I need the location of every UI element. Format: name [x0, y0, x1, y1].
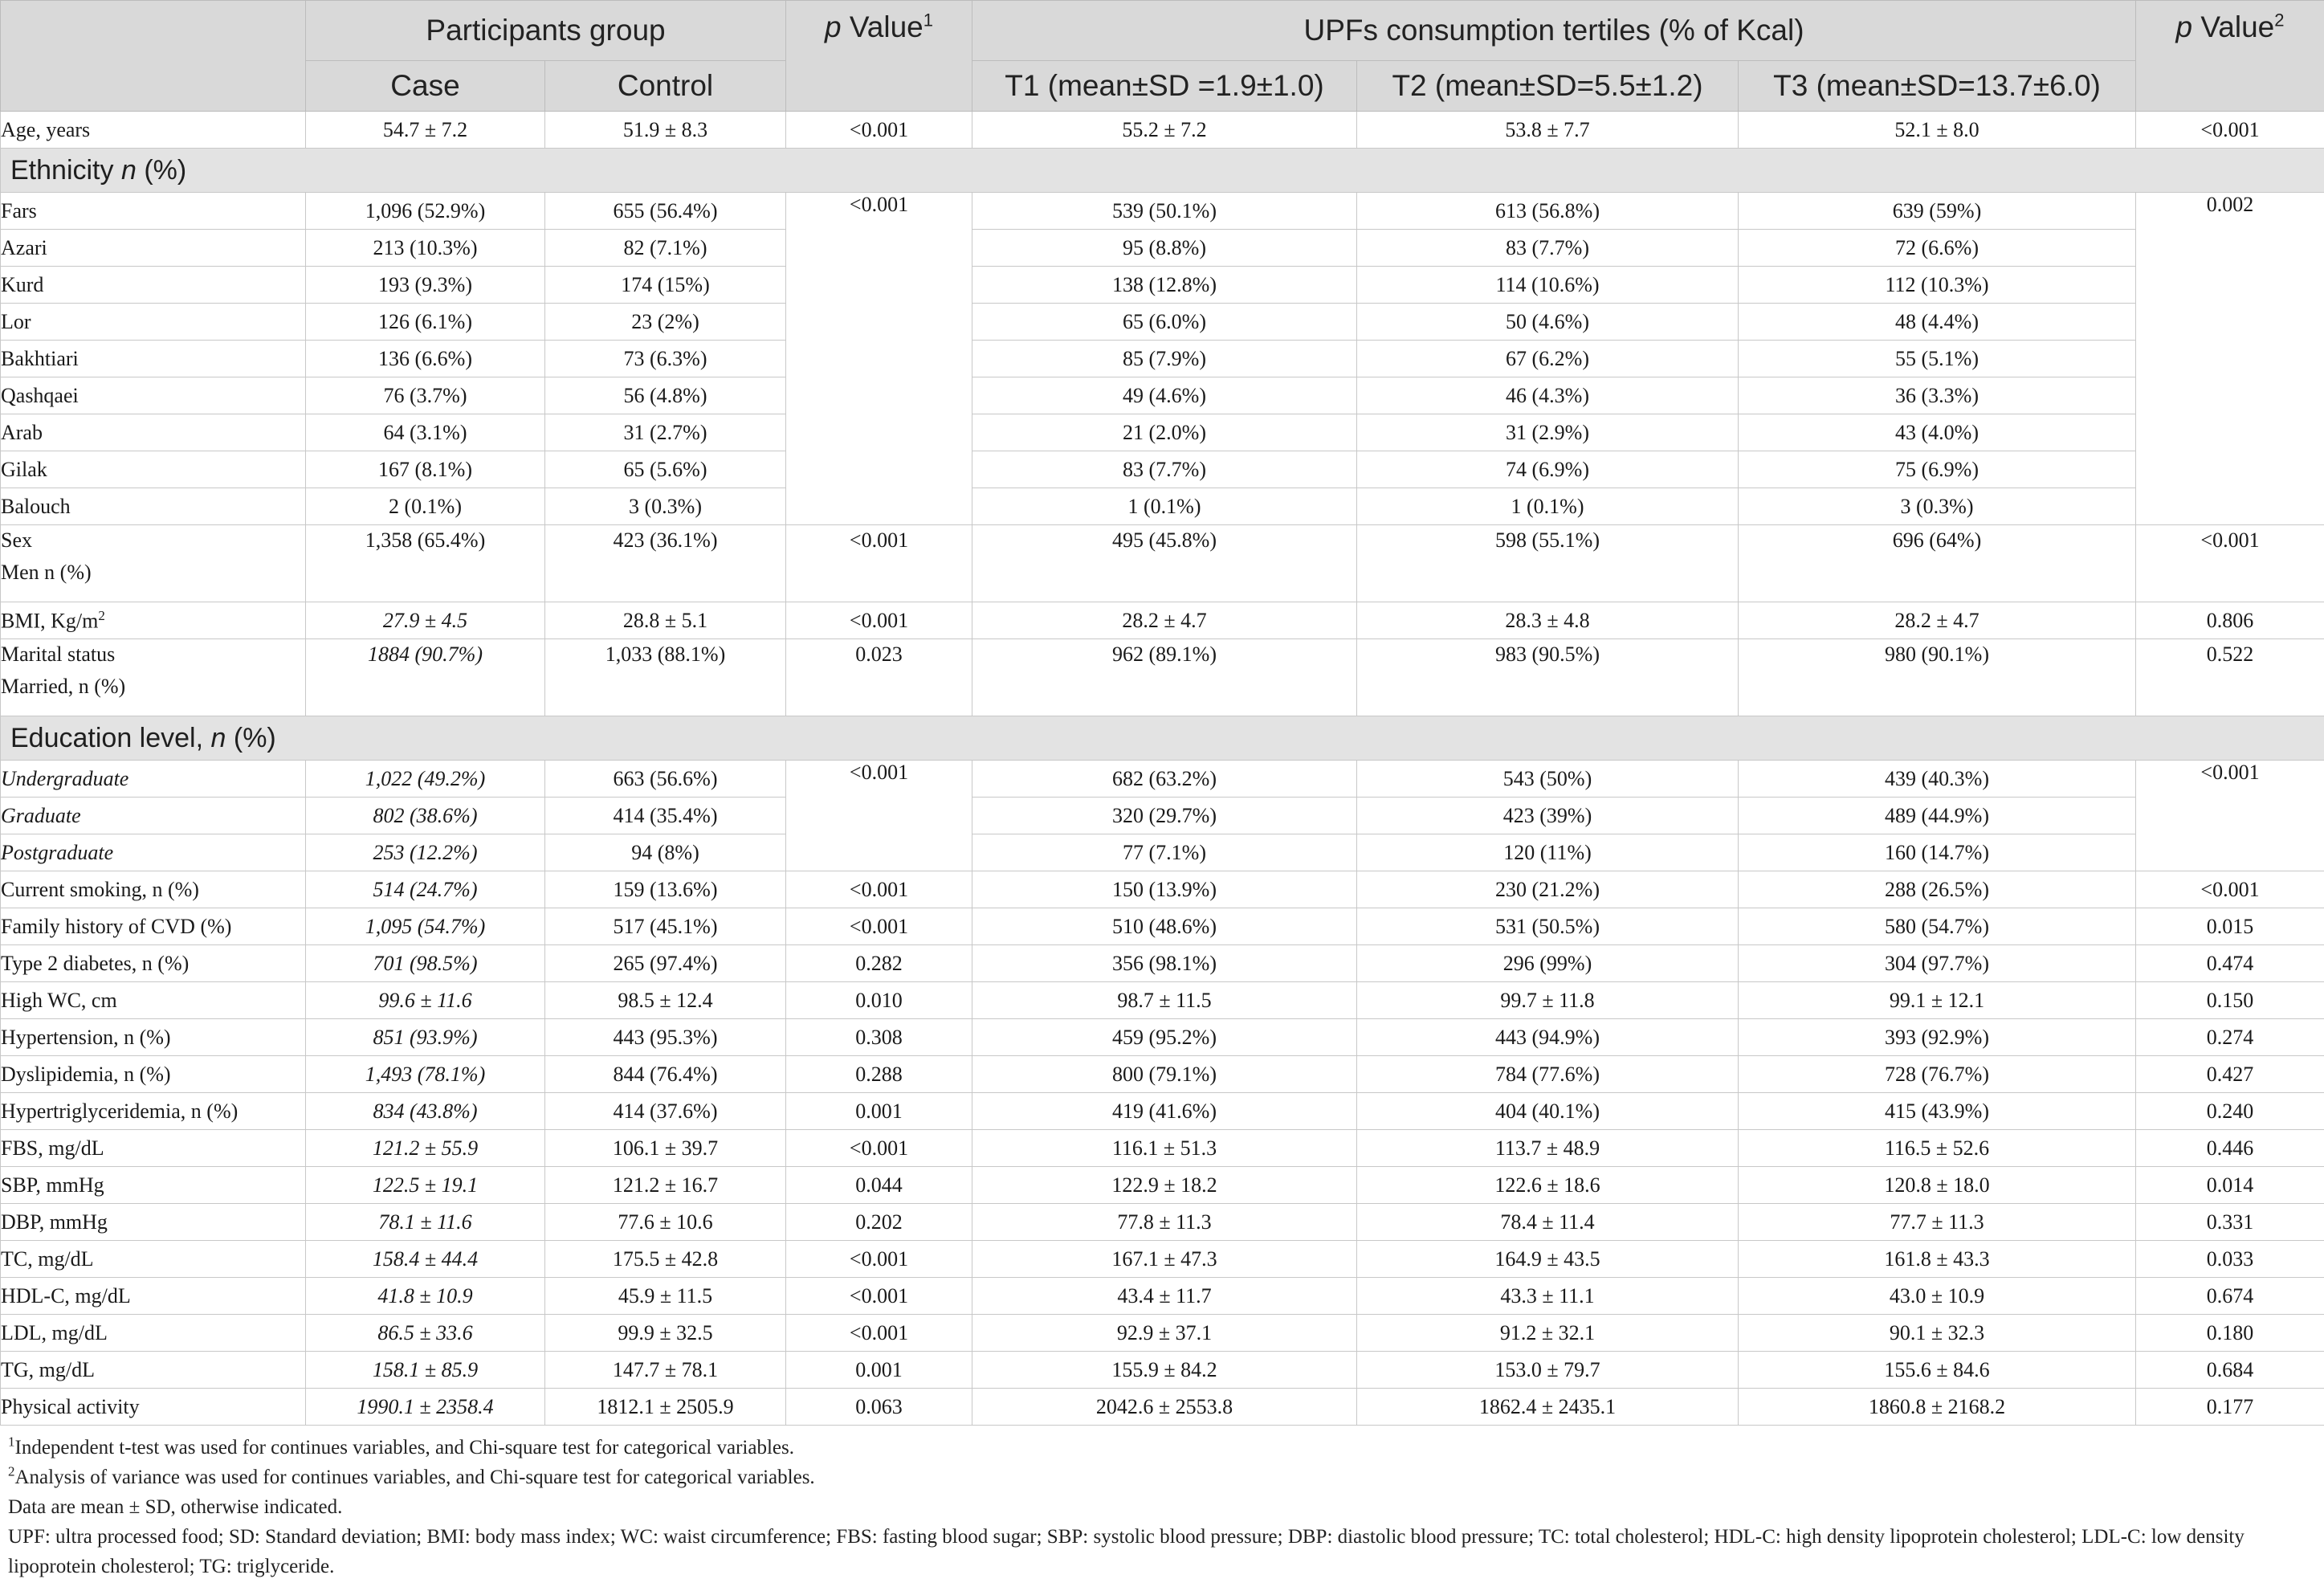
- header-p-value-1: p Value$^1$: [786, 1, 972, 112]
- t3-value: 77.7 ± 11.3: [1739, 1204, 2136, 1241]
- p-value-2: 0.033: [2136, 1241, 2324, 1278]
- case-value: 54.7 ± 7.2: [306, 112, 545, 149]
- table-row: [1, 193, 2324, 230]
- t2-value: 164.9 ± 43.5: [1357, 1241, 1739, 1278]
- control-value: 423 (36.1%): [545, 525, 786, 602]
- t3-value: 75 (6.9%): [1739, 451, 2136, 488]
- t1-value: 459 (95.2%): [972, 1019, 1357, 1056]
- t2-value: 74 (6.9%): [1357, 451, 1739, 488]
- p-value-1: 0.308: [786, 1019, 972, 1056]
- p-value-2: 0.674: [2136, 1278, 2324, 1315]
- row-label: Marital status Married, n (%): [1, 639, 306, 716]
- t3-value: 48 (4.4%): [1739, 304, 2136, 341]
- p-value-2: 0.684: [2136, 1352, 2324, 1389]
- t1-value: 155.9 ± 84.2: [972, 1352, 1357, 1389]
- t2-value: 114 (10.6%): [1357, 267, 1739, 304]
- t3-value: 160 (14.7%): [1739, 834, 2136, 871]
- table-row: [1, 488, 2324, 525]
- control-value: 94 (8%): [545, 834, 786, 871]
- header-participants-group: Participants group: [306, 1, 786, 61]
- table-row: [1, 1241, 2324, 1278]
- footnote-1: $^1$Independent t-test was used for continues variables, and Chi-square test for categorical variables.: [8, 1434, 794, 1458]
- control-value: 73 (6.3%): [545, 341, 786, 377]
- p-value-2: <0.001: [2136, 761, 2324, 871]
- p-value-1: <0.001: [786, 112, 972, 149]
- case-value: 158.4 ± 44.4: [306, 1241, 545, 1278]
- p-value-2: 0.446: [2136, 1130, 2324, 1167]
- control-value: 655 (56.4%): [545, 193, 786, 230]
- table-row: [1, 1278, 2324, 1315]
- case-value: 1990.1 ± 2358.4: [306, 1389, 545, 1426]
- p-value-1: 0.023: [786, 639, 972, 716]
- p-value-2: 0.177: [2136, 1389, 2324, 1426]
- t3-value: 43 (4.0%): [1739, 414, 2136, 451]
- table-row: [1, 945, 2324, 982]
- footnote-3: Data are mean ± SD, otherwise indicated.: [8, 1496, 343, 1518]
- row-label: Postgraduate: [1, 834, 306, 871]
- control-value: 414 (35.4%): [545, 798, 786, 834]
- t1-value: 1 (0.1%): [972, 488, 1357, 525]
- header-control: Control: [545, 61, 786, 112]
- t3-value: 415 (43.9%): [1739, 1093, 2136, 1130]
- case-value: 1,096 (52.9%): [306, 193, 545, 230]
- control-value: 414 (37.6%): [545, 1093, 786, 1130]
- row-label: HDL-C, mg/dL: [1, 1278, 306, 1315]
- t2-value: 78.4 ± 11.4: [1357, 1204, 1739, 1241]
- control-value: 159 (13.6%): [545, 871, 786, 908]
- row-label: Qashqaei: [1, 377, 306, 414]
- row-label: Gilak: [1, 451, 306, 488]
- control-value: 99.9 ± 32.5: [545, 1315, 786, 1352]
- t3-value: 72 (6.6%): [1739, 230, 2136, 267]
- p-value-1: <0.001: [786, 761, 972, 871]
- t3-value: 580 (54.7%): [1739, 908, 2136, 945]
- t2-value: 1 (0.1%): [1357, 488, 1739, 525]
- p-value-1: <0.001: [786, 1278, 972, 1315]
- control-value: 1812.1 ± 2505.9: [545, 1389, 786, 1426]
- t1-value: 116.1 ± 51.3: [972, 1130, 1357, 1167]
- t3-value: 161.8 ± 43.3: [1739, 1241, 2136, 1278]
- row-label: DBP, mmHg: [1, 1204, 306, 1241]
- row-label: Azari: [1, 230, 306, 267]
- table-row: [1, 1315, 2324, 1352]
- case-value: 834 (43.8%): [306, 1093, 545, 1130]
- t1-value: 495 (45.8%): [972, 525, 1357, 602]
- row-label: Dyslipidemia, n (%): [1, 1056, 306, 1093]
- t3-value: 90.1 ± 32.3: [1739, 1315, 2136, 1352]
- table-row: [1, 341, 2324, 377]
- t1-value: 122.9 ± 18.2: [972, 1167, 1357, 1204]
- control-value: 265 (97.4%): [545, 945, 786, 982]
- p-value-1: <0.001: [786, 602, 972, 639]
- section-education: [1, 716, 2324, 761]
- control-value: 31 (2.7%): [545, 414, 786, 451]
- case-value: 76 (3.7%): [306, 377, 545, 414]
- table-row: [1, 267, 2324, 304]
- footnote-abbreviations: UPF: ultra processed food; SD: Standard deviation; BMI: body mass index; WC: waist circumference; FBS: fasting blood sugar; SBP: systolic blood pressure; DBP: diastolic blood pressure; TC: total cholesterol; HDL-C: high density lipoprotein cholesterol; LDL-C: low density lipoprotein cholesterol; TG: triglyceride.: [8, 1526, 2244, 1577]
- table-row: [1, 834, 2324, 871]
- control-value: 51.9 ± 8.3: [545, 112, 786, 149]
- t2-value: 91.2 ± 32.1: [1357, 1315, 1739, 1352]
- t3-value: 3 (0.3%): [1739, 488, 2136, 525]
- table-row: [1, 230, 2324, 267]
- table-row: [1, 1204, 2324, 1241]
- control-value: 147.7 ± 78.1: [545, 1352, 786, 1389]
- t2-value: 598 (55.1%): [1357, 525, 1739, 602]
- t3-value: 1860.8 ± 2168.2: [1739, 1389, 2136, 1426]
- row-label: Age, years: [1, 112, 306, 149]
- t3-value: 112 (10.3%): [1739, 267, 2136, 304]
- row-label: Family history of CVD (%): [1, 908, 306, 945]
- p-value-2: 0.240: [2136, 1093, 2324, 1130]
- p-value-2: 0.331: [2136, 1204, 2324, 1241]
- t1-value: 356 (98.1%): [972, 945, 1357, 982]
- row-label: Fars: [1, 193, 306, 230]
- p-value-2: <0.001: [2136, 112, 2324, 149]
- t3-value: 639 (59%): [1739, 193, 2136, 230]
- p-value-1: 0.282: [786, 945, 972, 982]
- t1-value: 539 (50.1%): [972, 193, 1357, 230]
- row-label: Undergraduate: [1, 761, 306, 798]
- t2-value: 31 (2.9%): [1357, 414, 1739, 451]
- t2-value: 1862.4 ± 2435.1: [1357, 1389, 1739, 1426]
- t2-value: 122.6 ± 18.6: [1357, 1167, 1739, 1204]
- t2-value: 543 (50%): [1357, 761, 1739, 798]
- case-value: 167 (8.1%): [306, 451, 545, 488]
- p-value-2: 0.150: [2136, 982, 2324, 1019]
- control-value: 82 (7.1%): [545, 230, 786, 267]
- t3-value: 393 (92.9%): [1739, 1019, 2136, 1056]
- t3-value: 99.1 ± 12.1: [1739, 982, 2136, 1019]
- table-row: [1, 377, 2324, 414]
- t1-value: 28.2 ± 4.7: [972, 602, 1357, 639]
- p-value-1: <0.001: [786, 1241, 972, 1278]
- p-value-2: 0.274: [2136, 1019, 2324, 1056]
- row-label: Physical activity: [1, 1389, 306, 1426]
- p-value-2: 0.806: [2136, 602, 2324, 639]
- t3-value: 36 (3.3%): [1739, 377, 2136, 414]
- t2-value: 83 (7.7%): [1357, 230, 1739, 267]
- header-t1: T1 (mean±SD =1.9±1.0): [972, 61, 1357, 112]
- section-title-ethnicity: Ethnicity n (%): [1, 149, 2324, 193]
- control-value: 65 (5.6%): [545, 451, 786, 488]
- row-label: Type 2 diabetes, n (%): [1, 945, 306, 982]
- t1-value: 138 (12.8%): [972, 267, 1357, 304]
- t2-value: 113.7 ± 48.9: [1357, 1130, 1739, 1167]
- t2-value: 404 (40.1%): [1357, 1093, 1739, 1130]
- case-value: 99.6 ± 11.6: [306, 982, 545, 1019]
- case-value: 253 (12.2%): [306, 834, 545, 871]
- t2-value: 230 (21.2%): [1357, 871, 1739, 908]
- t1-value: 800 (79.1%): [972, 1056, 1357, 1093]
- row-label: Balouch: [1, 488, 306, 525]
- row-label: BMI, $Kg/m^2$: [1, 602, 306, 639]
- control-value: 517 (45.1%): [545, 908, 786, 945]
- case-value: 802 (38.6%): [306, 798, 545, 834]
- table-row: [1, 1389, 2324, 1426]
- t1-value: 962 (89.1%): [972, 639, 1357, 716]
- table-row: [1, 761, 2324, 798]
- t1-value: 65 (6.0%): [972, 304, 1357, 341]
- t3-value: 155.6 ± 84.6: [1739, 1352, 2136, 1389]
- header-row-2: [1, 61, 2324, 112]
- table-row-marital: [1, 639, 2324, 716]
- control-value: 121.2 ± 16.7: [545, 1167, 786, 1204]
- table-row-age: [1, 112, 2324, 149]
- control-value: 174 (15%): [545, 267, 786, 304]
- row-label: TG, mg/dL: [1, 1352, 306, 1389]
- t3-value: 28.2 ± 4.7: [1739, 602, 2136, 639]
- case-value: 1,493 (78.1%): [306, 1056, 545, 1093]
- row-label: Kurd: [1, 267, 306, 304]
- t1-value: 95 (8.8%): [972, 230, 1357, 267]
- footnote-2: $^2$Analysis of variance was used for continues variables, and Chi-square test for categorical variables.: [8, 1463, 815, 1488]
- case-value: 2 (0.1%): [306, 488, 545, 525]
- case-value: 136 (6.6%): [306, 341, 545, 377]
- control-value: 45.9 ± 11.5: [545, 1278, 786, 1315]
- p-value-2: 0.002: [2136, 193, 2324, 525]
- table-row: [1, 908, 2324, 945]
- t2-value: 67 (6.2%): [1357, 341, 1739, 377]
- control-value: 443 (95.3%): [545, 1019, 786, 1056]
- row-label: Hypertriglyceridemia, n (%): [1, 1093, 306, 1130]
- t2-value: 296 (99%): [1357, 945, 1739, 982]
- control-value: 56 (4.8%): [545, 377, 786, 414]
- control-value: 28.8 ± 5.1: [545, 602, 786, 639]
- p-value-1: 0.001: [786, 1352, 972, 1389]
- table-row: [1, 1352, 2324, 1389]
- t2-value: 120 (11%): [1357, 834, 1739, 871]
- t3-value: 116.5 ± 52.6: [1739, 1130, 2136, 1167]
- p-value-2: 0.015: [2136, 908, 2324, 945]
- control-value: 98.5 ± 12.4: [545, 982, 786, 1019]
- p-value-1: <0.001: [786, 1130, 972, 1167]
- p-value-1: <0.001: [786, 525, 972, 602]
- p-value-2: 0.522: [2136, 639, 2324, 716]
- table-row: [1, 1019, 2324, 1056]
- p-value-1: <0.001: [786, 908, 972, 945]
- t1-value: 167.1 ± 47.3: [972, 1241, 1357, 1278]
- t3-value: 288 (26.5%): [1739, 871, 2136, 908]
- row-label: SBP, mmHg: [1, 1167, 306, 1204]
- t2-value: 153.0 ± 79.7: [1357, 1352, 1739, 1389]
- p-value-2: 0.014: [2136, 1167, 2324, 1204]
- t3-value: 55 (5.1%): [1739, 341, 2136, 377]
- header-row-1: [1, 1, 2324, 61]
- case-value: 851 (93.9%): [306, 1019, 545, 1056]
- p-value-1: 0.044: [786, 1167, 972, 1204]
- control-value: 663 (56.6%): [545, 761, 786, 798]
- case-value: 1,358 (65.4%): [306, 525, 545, 602]
- t1-value: 21 (2.0%): [972, 414, 1357, 451]
- header-case: Case: [306, 61, 545, 112]
- row-label: TC, mg/dL: [1, 1241, 306, 1278]
- case-value: 193 (9.3%): [306, 267, 545, 304]
- case-value: 122.5 ± 19.1: [306, 1167, 545, 1204]
- t2-value: 443 (94.9%): [1357, 1019, 1739, 1056]
- p-value-1: 0.010: [786, 982, 972, 1019]
- case-value: 213 (10.3%): [306, 230, 545, 267]
- section-title-education: Education level, n (%): [1, 716, 2324, 761]
- case-value: 701 (98.5%): [306, 945, 545, 982]
- table-row: [1, 1167, 2324, 1204]
- row-label: Sex Men n (%): [1, 525, 306, 602]
- case-value: 86.5 ± 33.6: [306, 1315, 545, 1352]
- control-value: 175.5 ± 42.8: [545, 1241, 786, 1278]
- row-label: Lor: [1, 304, 306, 341]
- t1-value: 83 (7.7%): [972, 451, 1357, 488]
- t3-value: 304 (97.7%): [1739, 945, 2136, 982]
- table-row-sex: [1, 525, 2324, 602]
- row-label: Bakhtiari: [1, 341, 306, 377]
- table-row: [1, 1056, 2324, 1093]
- case-value: 1884 (90.7%): [306, 639, 545, 716]
- t1-value: 320 (29.7%): [972, 798, 1357, 834]
- t1-value: 55.2 ± 7.2: [972, 112, 1357, 149]
- header-p-value-2: p Value$^2$: [2136, 1, 2324, 112]
- case-value: 78.1 ± 11.6: [306, 1204, 545, 1241]
- header-upf-tertiles: UPFs consumption tertiles (% of Kcal): [972, 1, 2136, 61]
- row-label: FBS, mg/dL: [1, 1130, 306, 1167]
- t2-value: 613 (56.8%): [1357, 193, 1739, 230]
- control-value: 1,033 (88.1%): [545, 639, 786, 716]
- p-value-1: 0.202: [786, 1204, 972, 1241]
- t1-value: 77 (7.1%): [972, 834, 1357, 871]
- control-value: 3 (0.3%): [545, 488, 786, 525]
- t2-value: 28.3 ± 4.8: [1357, 602, 1739, 639]
- t1-value: 92.9 ± 37.1: [972, 1315, 1357, 1352]
- case-value: 1,095 (54.7%): [306, 908, 545, 945]
- p-value-1: <0.001: [786, 871, 972, 908]
- t1-value: 150 (13.9%): [972, 871, 1357, 908]
- t3-value: 489 (44.9%): [1739, 798, 2136, 834]
- p-value-1: 0.063: [786, 1389, 972, 1426]
- t2-value: 983 (90.5%): [1357, 639, 1739, 716]
- control-value: 844 (76.4%): [545, 1056, 786, 1093]
- row-label: Arab: [1, 414, 306, 451]
- t3-value: 439 (40.3%): [1739, 761, 2136, 798]
- table-row-bmi: [1, 602, 2324, 639]
- case-value: 121.2 ± 55.9: [306, 1130, 545, 1167]
- t2-value: 53.8 ± 7.7: [1357, 112, 1739, 149]
- case-value: 126 (6.1%): [306, 304, 545, 341]
- t3-value: 980 (90.1%): [1739, 639, 2136, 716]
- t1-value: 2042.6 ± 2553.8: [972, 1389, 1357, 1426]
- header-t2: T2 (mean±SD=5.5±1.2): [1357, 61, 1739, 112]
- t3-value: 728 (76.7%): [1739, 1056, 2136, 1093]
- t2-value: 43.3 ± 11.1: [1357, 1278, 1739, 1315]
- case-value: 158.1 ± 85.9: [306, 1352, 545, 1389]
- table-row: [1, 1093, 2324, 1130]
- t2-value: 784 (77.6%): [1357, 1056, 1739, 1093]
- row-label: LDL, mg/dL: [1, 1315, 306, 1352]
- control-value: 77.6 ± 10.6: [545, 1204, 786, 1241]
- table-row: [1, 798, 2324, 834]
- control-value: 23 (2%): [545, 304, 786, 341]
- t1-value: 77.8 ± 11.3: [972, 1204, 1357, 1241]
- table-row: [1, 451, 2324, 488]
- t1-value: 419 (41.6%): [972, 1093, 1357, 1130]
- row-label: High WC, cm: [1, 982, 306, 1019]
- p-value-1: 0.001: [786, 1093, 972, 1130]
- t2-value: 531 (50.5%): [1357, 908, 1739, 945]
- p-value-2: <0.001: [2136, 525, 2324, 602]
- t1-value: 510 (48.6%): [972, 908, 1357, 945]
- t2-value: 99.7 ± 11.8: [1357, 982, 1739, 1019]
- t3-value: 120.8 ± 18.0: [1739, 1167, 2136, 1204]
- t3-value: 696 (64%): [1739, 525, 2136, 602]
- table-row: [1, 982, 2324, 1019]
- p-value-2: 0.180: [2136, 1315, 2324, 1352]
- section-ethnicity: [1, 149, 2324, 193]
- p-value-1: 0.288: [786, 1056, 972, 1093]
- p-value-1: <0.001: [786, 1315, 972, 1352]
- t2-value: 423 (39%): [1357, 798, 1739, 834]
- control-value: 106.1 ± 39.7: [545, 1130, 786, 1167]
- p-value-2: 0.474: [2136, 945, 2324, 982]
- table-row: [1, 414, 2324, 451]
- header-t3: T3 (mean±SD=13.7±6.0): [1739, 61, 2136, 112]
- table-footnotes: [8, 1433, 2313, 1581]
- row-label: Graduate: [1, 798, 306, 834]
- table-row: [1, 304, 2324, 341]
- case-value: 27.9 ± 4.5: [306, 602, 545, 639]
- t1-value: 682 (63.2%): [972, 761, 1357, 798]
- t1-value: 43.4 ± 11.7: [972, 1278, 1357, 1315]
- case-value: 64 (3.1%): [306, 414, 545, 451]
- row-label: Current smoking, n (%): [1, 871, 306, 908]
- t2-value: 50 (4.6%): [1357, 304, 1739, 341]
- t3-value: 43.0 ± 10.9: [1739, 1278, 2136, 1315]
- t1-value: 98.7 ± 11.5: [972, 982, 1357, 1019]
- t1-value: 49 (4.6%): [972, 377, 1357, 414]
- case-value: 1,022 (49.2%): [306, 761, 545, 798]
- case-value: 41.8 ± 10.9: [306, 1278, 545, 1315]
- header-variable: [1, 1, 306, 112]
- row-label: Hypertension, n (%): [1, 1019, 306, 1056]
- p-value-1: <0.001: [786, 193, 972, 525]
- p-value-2: 0.427: [2136, 1056, 2324, 1093]
- p-value-2: <0.001: [2136, 871, 2324, 908]
- t2-value: 46 (4.3%): [1357, 377, 1739, 414]
- t1-value: 85 (7.9%): [972, 341, 1357, 377]
- table-row: [1, 871, 2324, 908]
- t3-value: 52.1 ± 8.0: [1739, 112, 2136, 149]
- case-value: 514 (24.7%): [306, 871, 545, 908]
- table-row: [1, 1130, 2324, 1167]
